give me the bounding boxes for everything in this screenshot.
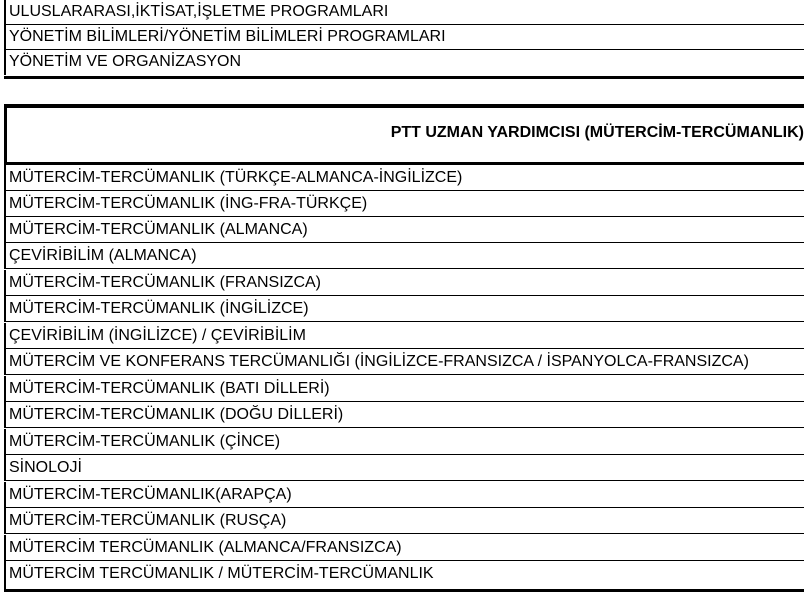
cell-text: ÇEVİRİBİLİM (İNGİLİZCE) / ÇEVİRİBİLİM [9, 327, 306, 344]
table-row[interactable] [4, 376, 804, 402]
table-border [4, 76, 804, 79]
cell-text: YÖNETİM VE ORGANİZASYON [9, 53, 242, 70]
table-row[interactable] [4, 535, 804, 561]
cell-text: ULUSLARARASI,İKTİSAT,İŞLETME PROGRAMLARI [9, 3, 389, 20]
table-row[interactable] [4, 191, 804, 217]
table-row[interactable] [4, 402, 804, 428]
cell-text: MÜTERCİM VE KONFERANS TERCÜMANLIĞI (İNGİLİZCE-FRANSIZCA / İSPANYOLCA-FRANSIZCA) [9, 353, 749, 370]
table-row[interactable] [4, 349, 804, 375]
cell-text: MÜTERCİM-TERCÜMANLIK(ARAPÇA) [9, 486, 292, 503]
cell-text: MÜTERCİM-TERCÜMANLIK (BATI DİLLERİ) [9, 380, 330, 397]
table-row[interactable] [4, 0, 804, 25]
cell-text: ÇEVİRİBİLİM (ALMANCA) [9, 247, 197, 264]
table-row[interactable] [4, 217, 804, 243]
table-row[interactable] [4, 50, 804, 75]
cell-text: YÖNETİM BİLİMLERİ/YÖNETİM BİLİMLERİ PROGRAMLARI [9, 28, 446, 45]
cell-text: MÜTERCİM-TERCÜMANLIK (İNGİLİZCE) [9, 300, 309, 317]
cell-text: MÜTERCİM-TERCÜMANLIK (FRANSIZCA) [9, 274, 321, 291]
table-row[interactable] [4, 508, 804, 534]
cell-text: MÜTERCİM-TERCÜMANLIK (İNG-FRA-TÜRKÇE) [9, 195, 368, 212]
table-row[interactable] [4, 243, 804, 269]
table-row[interactable] [4, 429, 804, 455]
table-row[interactable] [4, 482, 804, 508]
cell-text: MÜTERCİM-TERCÜMANLIK (RUSÇA) [9, 512, 287, 529]
cell-text: SİNOLOJİ [9, 459, 82, 476]
table-row[interactable] [4, 561, 804, 589]
cell-text: MÜTERCİM-TERCÜMANLIK (ÇİNCE) [9, 433, 281, 450]
section-header-cell[interactable] [4, 104, 804, 165]
cell-text: MÜTERCİM TERCÜMANLIK / MÜTERCİM-TERCÜMANLIK [9, 565, 434, 582]
cell-text: MÜTERCİM-TERCÜMANLIK (TÜRKÇE-ALMANCA-İNGİLİZCE) [9, 169, 463, 186]
table-border [4, 589, 804, 592]
table-row[interactable] [4, 270, 804, 296]
table-row[interactable] [4, 165, 804, 191]
cell-text: MÜTERCİM-TERCÜMANLIK (DOĞU DİLLERİ) [9, 406, 344, 423]
cell-text: MÜTERCİM-TERCÜMANLIK (ALMANCA) [9, 221, 308, 238]
table-row[interactable] [4, 455, 804, 481]
table-row[interactable] [4, 323, 804, 349]
table-row[interactable] [4, 25, 804, 50]
table-row[interactable] [4, 296, 804, 322]
cell-text: MÜTERCİM TERCÜMANLIK (ALMANCA/FRANSIZCA) [9, 539, 402, 556]
section-title: PTT UZMAN YARDIMCISI (MÜTERCİM-TERCÜMANLIK) [390, 124, 804, 141]
